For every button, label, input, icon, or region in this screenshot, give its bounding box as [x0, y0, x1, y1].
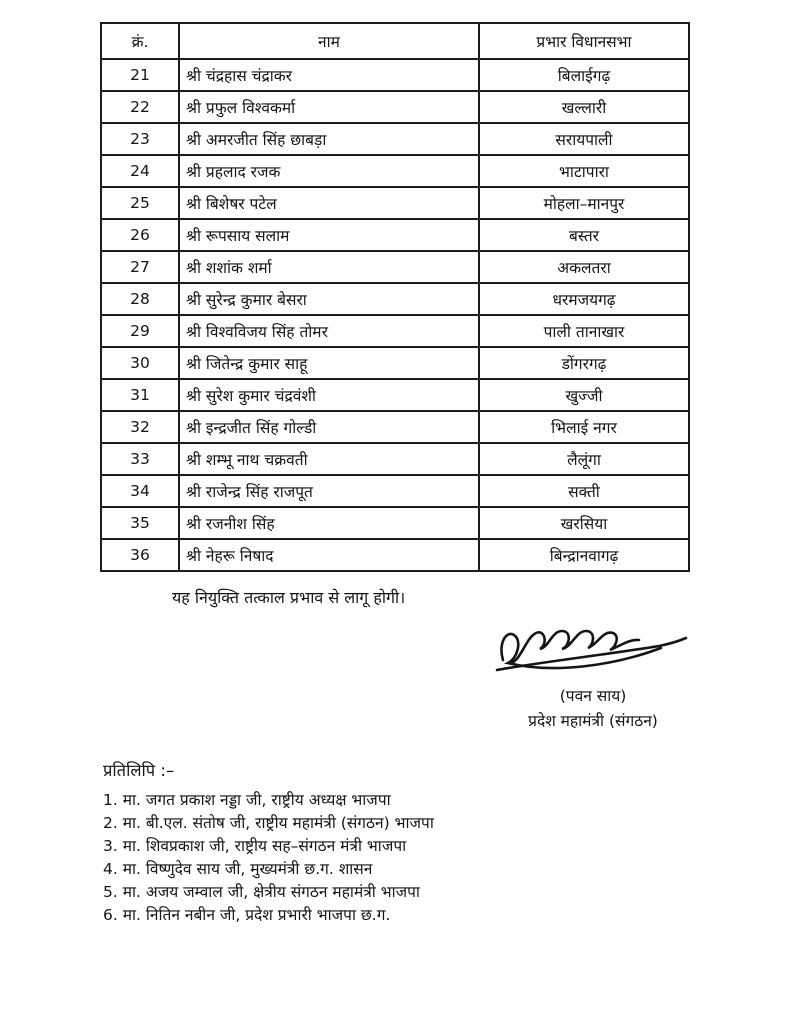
- cell-constituency: डोंगरगढ़: [479, 347, 689, 379]
- cell-constituency: खुज्जी: [479, 379, 689, 411]
- table-row: [101, 187, 689, 219]
- cell-name: श्री चंद्रहास चंद्राकर: [179, 59, 479, 91]
- cell-name: श्री बिशेषर पटेल: [179, 187, 479, 219]
- cell-constituency: अकलतरा: [479, 251, 689, 283]
- cell-name: श्री प्रफुल विश्वकर्मा: [179, 91, 479, 123]
- copy-list-item: 6. मा. नितिन नबीन जी, प्रदेश प्रभारी भाजपा छ.ग.: [103, 906, 391, 924]
- cell-name: श्री नेहरू निषाद: [179, 539, 479, 571]
- cell-serial: 26: [101, 219, 179, 251]
- cell-name: श्री प्रहलाद रजक: [179, 155, 479, 187]
- copy-list-item: 4. मा. विष्णुदेव साय जी, मुख्यमंत्री छ.ग. शासन: [103, 860, 373, 878]
- header-serial: क्रं.: [101, 23, 179, 59]
- cell-constituency: मोहला–मानपुर: [479, 187, 689, 219]
- table-row: [101, 443, 689, 475]
- table-row: [101, 283, 689, 315]
- table-header-row: [101, 23, 689, 59]
- cell-constituency: खरसिया: [479, 507, 689, 539]
- cell-name: श्री रूपसाय सलाम: [179, 219, 479, 251]
- table-body: [101, 59, 689, 571]
- signature-scribble: [493, 620, 693, 682]
- cell-constituency: भिलाई नगर: [479, 411, 689, 443]
- table-row: [101, 507, 689, 539]
- cell-name: श्री इन्द्रजीत सिंह गोल्डी: [179, 411, 479, 443]
- table-row: [101, 539, 689, 571]
- cell-serial: 31: [101, 379, 179, 411]
- cell-serial: 35: [101, 507, 179, 539]
- cell-name: श्री रजनीश सिंह: [179, 507, 479, 539]
- cell-name: श्री शम्भू नाथ चक्रवती: [179, 443, 479, 475]
- cell-serial: 29: [101, 315, 179, 347]
- cell-name: श्री जितेन्द्र कुमार साहू: [179, 347, 479, 379]
- copy-list-item: 3. मा. शिवप्रकाश जी, राष्ट्रीय सह–संगठन मंत्री भाजपा: [103, 837, 407, 855]
- table-row: [101, 123, 689, 155]
- copies-list: [103, 789, 583, 927]
- copy-list-item: 1. मा. जगत प्रकाश नड्डा जी, राष्ट्रीय अध्यक्ष भाजपा: [103, 791, 391, 809]
- cell-serial: 33: [101, 443, 179, 475]
- cell-serial: 21: [101, 59, 179, 91]
- table-row: [101, 411, 689, 443]
- cell-serial: 24: [101, 155, 179, 187]
- cell-constituency: बिलाईगढ़: [479, 59, 689, 91]
- cell-serial: 23: [101, 123, 179, 155]
- cell-constituency: पाली तानाखार: [479, 315, 689, 347]
- cell-name: श्री सुरेन्द्र कुमार बेसरा: [179, 283, 479, 315]
- table-row: [101, 251, 689, 283]
- cell-serial: 30: [101, 347, 179, 379]
- table-row: [101, 219, 689, 251]
- copy-list-item: 5. मा. अजय जम्वाल जी, क्षेत्रीय संगठन महामंत्री भाजपा: [103, 883, 420, 901]
- header-name: नाम: [179, 23, 479, 59]
- cell-constituency: लैलूंगा: [479, 443, 689, 475]
- table-header: [101, 23, 689, 59]
- table-row: [101, 315, 689, 347]
- table-row: [101, 155, 689, 187]
- cell-serial: 25: [101, 187, 179, 219]
- copies-section: [103, 758, 583, 927]
- appointment-table: [100, 22, 690, 572]
- signatory-title: प्रदेश महामंत्री (संगठन): [528, 712, 658, 730]
- header-constituency: प्रभार विधानसभा: [479, 23, 689, 59]
- signature-block: [488, 620, 698, 731]
- cell-serial: 32: [101, 411, 179, 443]
- cell-serial: 36: [101, 539, 179, 571]
- table-row: [101, 347, 689, 379]
- table-row: [101, 379, 689, 411]
- cell-name: श्री अमरजीत सिंह छाबड़ा: [179, 123, 479, 155]
- cell-name: श्री शशांक शर्मा: [179, 251, 479, 283]
- cell-constituency: सक्ती: [479, 475, 689, 507]
- cell-serial: 34: [101, 475, 179, 507]
- cell-name: श्री विश्वविजय सिंह तोमर: [179, 315, 479, 347]
- cell-constituency: खल्लारी: [479, 91, 689, 123]
- cell-constituency: बिन्द्रानवागढ़: [479, 539, 689, 571]
- table-row: [101, 59, 689, 91]
- cell-constituency: भाटापारा: [479, 155, 689, 187]
- cell-name: श्री सुरेश कुमार चंद्रवंशी: [179, 379, 479, 411]
- cell-name: श्री राजेन्द्र सिंह राजपूत: [179, 475, 479, 507]
- cell-constituency: सरायपाली: [479, 123, 689, 155]
- cell-constituency: धरमजयगढ़: [479, 283, 689, 315]
- cell-serial: 22: [101, 91, 179, 123]
- cell-serial: 27: [101, 251, 179, 283]
- signatory-name: (पवन साय): [559, 687, 627, 705]
- cell-constituency: बस्तर: [479, 219, 689, 251]
- copies-heading: प्रतिलिपि :–: [103, 761, 175, 780]
- cell-serial: 28: [101, 283, 179, 315]
- effective-note: यह नियुक्ति तत्काल प्रभाव से लागू होगी।: [172, 588, 406, 607]
- copy-list-item: 2. मा. बी.एल. संतोष जी, राष्ट्रीय महामंत्री (संगठन) भाजपा: [103, 814, 434, 832]
- table-row: [101, 91, 689, 123]
- table-row: [101, 475, 689, 507]
